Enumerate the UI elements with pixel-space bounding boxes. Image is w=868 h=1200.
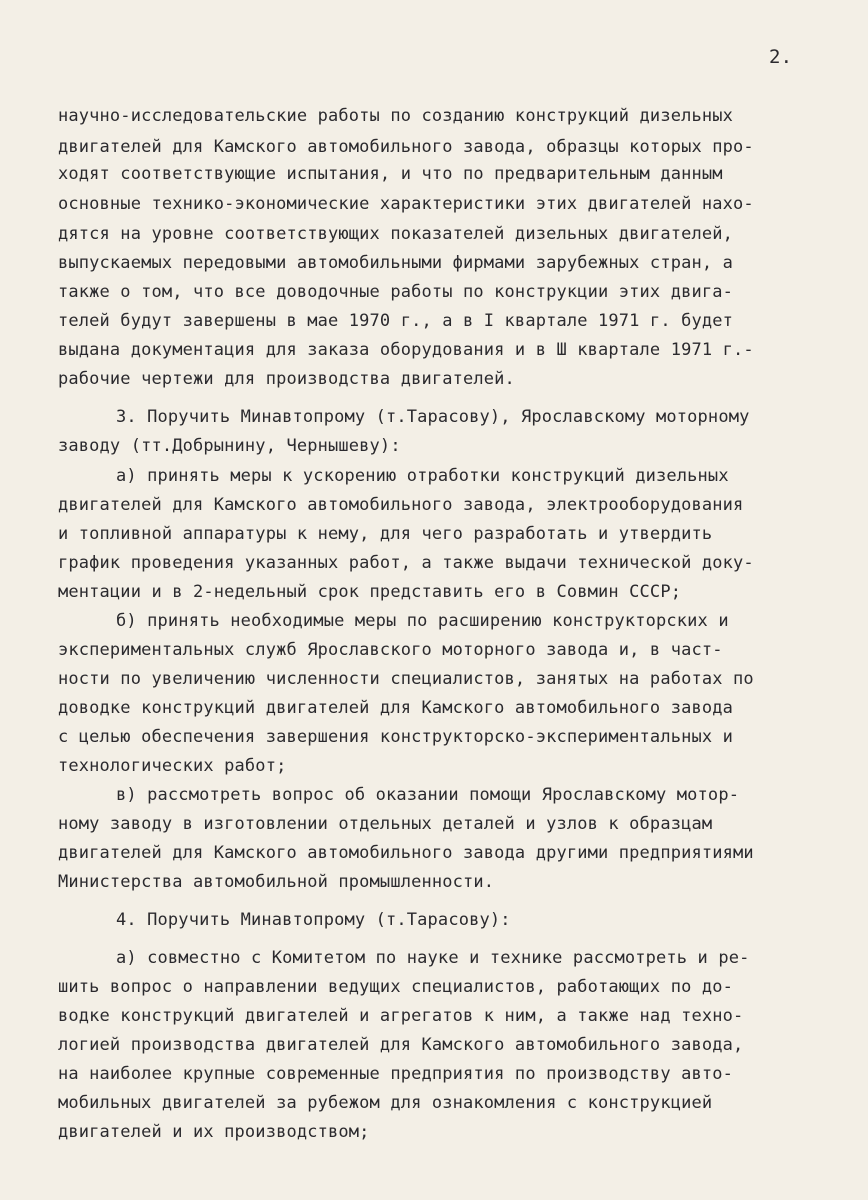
- text-line: с целью обеспечения завершения конструкторско-экспериментальных и: [58, 727, 734, 747]
- text-line: двигателей для Камского автомобильного завода, образцы которых про-: [58, 137, 754, 157]
- text-line: логией производства двигателей для Камского автомобильного завода,: [58, 1035, 744, 1055]
- text-line: доводке конструкций двигателей для Камского автомобильного завода: [58, 698, 734, 718]
- text-line: дятся на уровне соответствующих показателей дизельных двигателей,: [58, 224, 734, 244]
- text-line: б) принять необходимые меры по расширению конструкторских и: [116, 611, 729, 631]
- text-line: Министерства автомобильной промышленности.: [58, 872, 495, 892]
- text-line: график проведения указанных работ, а также выдачи технической доку-: [58, 553, 754, 573]
- text-line: рабочие чертежи для производства двигателей.: [58, 369, 515, 389]
- text-line: научно-исследовательские работы по созданию конструкций дизельных: [58, 106, 734, 126]
- text-line: а) совместно с Комитетом по науке и технике рассмотреть и ре-: [116, 948, 750, 968]
- text-line: телей будут завершены в мае 1970 г., а в I квартале 1971 г. будет: [58, 311, 734, 331]
- text-line: мобильных двигателей за рубежом для ознакомления с конструкцией: [58, 1093, 713, 1113]
- text-line: двигателей для Камского автомобильного завода, электрооборудования: [58, 495, 744, 515]
- text-line: ментации и в 2-недельный срок представить его в Совмин СССР;: [58, 582, 682, 602]
- text-line: шить вопрос о направлении ведущих специалистов, работающих по до-: [58, 977, 734, 997]
- text-line: ности по увеличению численности специалистов, занятых на работах по: [58, 669, 754, 689]
- text-line: двигателей и их производством;: [58, 1122, 370, 1142]
- text-line: ному заводу в изготовлении отдельных деталей и узлов к образцам: [58, 814, 713, 834]
- page-number: 2.: [769, 46, 793, 68]
- text-line: водке конструкций двигателей и агрегатов к ним, а также над техно-: [58, 1006, 744, 1026]
- text-line: выпускаемых передовыми автомобильными фирмами зарубежных стран, а: [58, 253, 734, 273]
- text-line: выдана документация для заказа оборудования и в Ш квартале 1971 г.-: [58, 340, 754, 360]
- text-line: 3. Поручить Минавтопрому (т.Тарасову), Ярославскому моторному: [116, 407, 750, 427]
- text-line: и топливной аппаратуры к нему, для чего разработать и утвердить: [58, 524, 713, 544]
- text-line: а) принять меры к ускорению отработки конструкций дизельных: [116, 466, 729, 486]
- text-line: экспериментальных служб Ярославского моторного завода и, в част-: [58, 640, 723, 660]
- text-line: заводу (тт.Добрынину, Чернышеву):: [58, 436, 401, 456]
- text-line: двигателей для Камского автомобильного завода другими предприятиями: [58, 843, 754, 863]
- text-line: основные технико-экономические характеристики этих двигателей нахо-: [58, 194, 754, 214]
- text-line: на наиболее крупные современные предприятия по производству авто-: [58, 1064, 734, 1084]
- text-line: 4. Поручить Минавтопрому (т.Тарасову):: [116, 910, 511, 930]
- text-line: технологических работ;: [58, 756, 287, 776]
- text-line: в) рассмотреть вопрос об оказании помощи Ярославскому мотор-: [116, 785, 740, 805]
- text-line: также о том, что все доводочные работы по конструкции этих двига-: [58, 282, 734, 302]
- text-line: ходят соответствующие испытания, и что по предварительным данным: [58, 164, 723, 184]
